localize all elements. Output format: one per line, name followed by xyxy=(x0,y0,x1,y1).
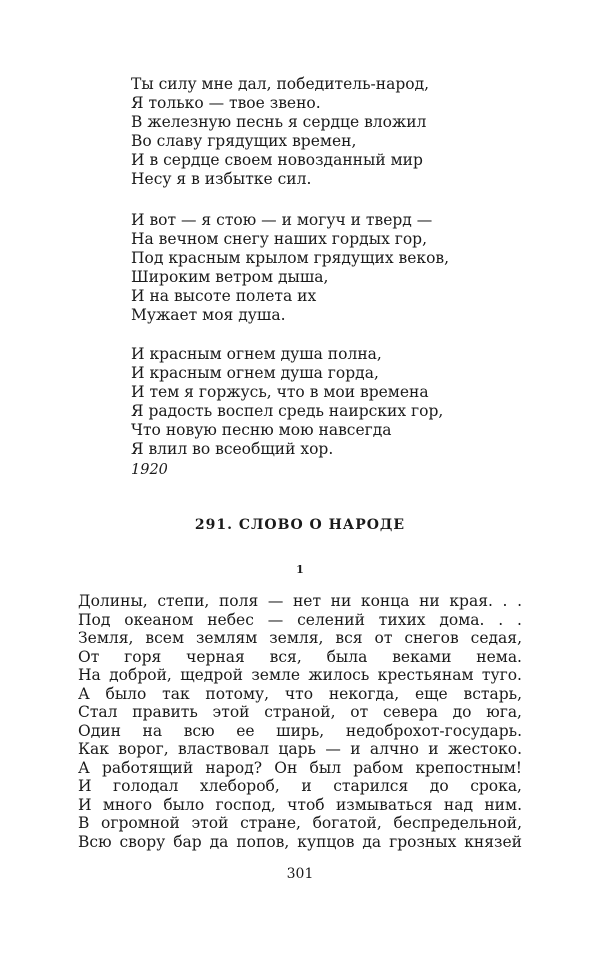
verse-line: Стал править этой страной, от севера до юга, xyxy=(78,703,522,721)
verse-line: Земля, всем землям земля, вся от снегов седая, xyxy=(78,629,522,647)
verse-line: Как ворог, властвовал царь — и алчно и жестоко. xyxy=(78,740,522,758)
poem-title: 291. СЛОВО О НАРОДЕ xyxy=(194,517,406,533)
verse-line: Во славу грядущих времен, xyxy=(131,132,357,150)
verse-line: И красным огнем душа полна, xyxy=(131,345,382,363)
poem-date: 1920 xyxy=(131,462,168,478)
verse-line: Ты силу мне дал, победитель-народ, xyxy=(131,75,430,93)
verse-line: В огромной этой стране, богатой, беспредельной, xyxy=(78,814,522,832)
verse-line: Широким ветром дыша, xyxy=(131,268,329,286)
verse-line: От горя черная вся, была веками нема. xyxy=(78,647,522,666)
verse-line: Один на всю ее ширь, недоброхот-государь. xyxy=(78,721,522,740)
verse-line: И голодал хлебороб, и старился до срока, xyxy=(78,777,522,795)
verse-line: Я только — твое звено. xyxy=(131,94,321,112)
verse-line: И вот — я стою — и могуч и тверд — xyxy=(131,211,433,229)
verse-line: Под океаном небес — селений тихих дома. . . xyxy=(78,610,522,629)
verse-line: В железную песнь я сердце вложил xyxy=(131,113,427,131)
verse-line: Несу я в избытке сил. xyxy=(131,170,312,188)
stanza-2 xyxy=(131,211,449,325)
verse-line: Мужает моя душа. xyxy=(131,306,286,324)
verse-line: И тем я горжусь, что в мои времена xyxy=(131,383,429,401)
verse-line: И на высоте полета их xyxy=(131,287,317,305)
verse-line: На доброй, щедрой земле жилось крестьянам туго. xyxy=(78,666,522,684)
stanza-1 xyxy=(131,75,429,189)
verse-line: На вечном снегу наших гордых гор, xyxy=(131,230,428,248)
stanza-3 xyxy=(131,345,443,459)
verse-line: Что новую песню мою навсегда xyxy=(131,421,392,439)
verse-line: Я влил во всеобщий хор. xyxy=(131,440,334,458)
verse-line: И в сердце своем новозданный мир xyxy=(131,151,423,169)
verse-line: А было так потому, что некогда, еще встарь, xyxy=(78,684,522,703)
verse-line: Долины, степи, поля — нет ни конца ни края. . . xyxy=(78,592,522,610)
verse-line: Я радость воспел средь наирских гор, xyxy=(131,402,444,420)
verse-line: А работящий народ? Он был рабом крепостным! xyxy=(78,758,522,777)
poem-section-1 xyxy=(78,592,522,851)
verse-line: Под красным крылом грядущих веков, xyxy=(131,249,450,267)
page-number: 301 xyxy=(286,866,314,882)
verse-line: Всю свору бар да попов, купцов да грозных князей xyxy=(78,832,522,851)
verse-line: И красным огнем душа горда, xyxy=(131,364,379,382)
section-number: 1 xyxy=(296,563,304,576)
verse-line: И много было господ, чтоб измываться над ним. xyxy=(78,795,522,814)
